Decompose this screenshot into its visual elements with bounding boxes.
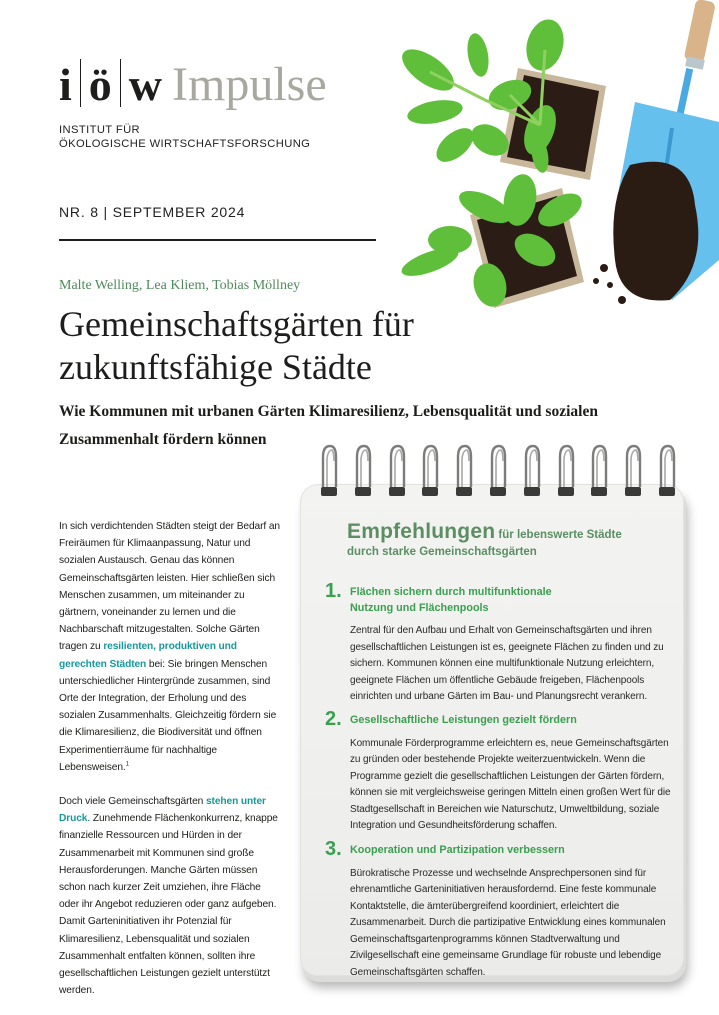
recommendation-number: 3. (325, 838, 342, 860)
recommendation-item (325, 708, 685, 835)
logo-letter-o: ö (88, 59, 112, 110)
heading-sub-1: für lebenswerte Städte (495, 529, 622, 541)
institute-line-1: INSTITUT FÜR (59, 124, 141, 136)
title-line-2: zukunftsfähige Städte (59, 347, 372, 387)
spiral-ring-icon (588, 443, 610, 498)
recommendation-number: 2. (325, 708, 342, 730)
page-title (59, 303, 414, 389)
highlight-text: stehen unter Druck (59, 796, 266, 825)
recommendation-text: Kommunale Förderprogramme erleichtern es, neue Gemeinschaftsgärten zu gründen oder bestehende Projekte weiterzuentwickeln. Wenn die Programme gezielt die gesellschaftlichen Leistungen der Gärten fördern, können sie mit vergleichsweise geringen Mitteln einen großen Wert für die Stadtgesellschaft in Bereichen wie Naturschutz, Umweltbildung, soziale Integration und Gesundheitsförderung schaffen. (350, 737, 671, 831)
highlight-text: resilienten, produktiven und gerechten Städten (59, 641, 237, 670)
spiral-ring-icon (555, 443, 577, 498)
recommendation-title: Flächen sichern durch multifunktionale Nutzung und Flächenpools (350, 586, 552, 614)
spiral-ring-icon (656, 443, 678, 498)
heading-sub-2: durch starke Gemeinschaftsgärten (347, 546, 537, 558)
spiral-ring-icon (419, 443, 441, 498)
ioew-logo (59, 58, 327, 111)
authors: Malte Welling, Lea Kliem, Tobias Möllney (59, 278, 301, 293)
recommendation-item (325, 580, 685, 706)
logo-divider (120, 59, 121, 107)
title-line-1: Gemeinschaftsgärten für (59, 304, 414, 344)
spiral-ring-icon (521, 443, 543, 498)
recommendation-title: Kooperation und Partizipation verbessern (350, 844, 565, 856)
recommendation-title: Gesellschaftliche Leistungen gezielt fördern (350, 714, 577, 726)
spiral-ring-icon (622, 443, 644, 498)
logo-divider (80, 59, 81, 107)
intro-paragraph-1: In sich verdichtenden Städten steigt der Bedarf an Freiräumen für Klimaanpassung, Natur und sozialen Austausch. Genau das können Gemeinschaftsgärten leisten. Hier schließen sich Menschen zusammen, um miteinander zu gärtnern, voneinander zu lernen und die Nachbarschaft mitzugestalten. Solche Gärten tragen zu resilienten, produktiven und gerechten Städten bei: Sie bringen Menschen unterschiedlicher Hintergründe zusammen, sind Orte der Integration, der Erholung und des sozialen Zusammenhalts. Gleichzeitig fördern sie die Klimaresilienz, die Biodiversität und öffnen Experimentierräume für nachhaltige Lebensweisen.$^1$ (59, 521, 280, 773)
spiral-ring-icon (318, 443, 340, 498)
recommendation-text: Bürokratische Prozesse und wechselnde Ansprechpersonen sind für ehrenamtliche Garteninitiativen herausfordernd. Eine feste kommunale Kontaktstelle, die ämterübergreifend koordiniert, erleichtert die Zusammenarbeit. Durch die partizipative Entwicklung eines kommunalen Gemeinschaftsgartenprogramms können Stadtverwaltung und Zivilgesellschaft eine gemeinsame Grundlage für robuste und lebendige Gemeinschaftsgärten schaffen. (350, 867, 666, 978)
series-name: Impulse (172, 58, 327, 111)
recommendation-text: Zentral für den Aufbau und Erhalt von Gemeinschaftsgärten und ihren gesellschaftlichen Leistungen ist es, geeignete Flächen zu finden und zu sichern. Kommunen können eine multifunktionale Nutzung erleichtern, geeignete Flächen um öffentliche Gebäude freigeben, Flächenpools einrichten und urbane Gärten im Bau- und Planungsrecht verankern. (350, 625, 664, 702)
logo-letter-i: i (59, 59, 72, 110)
subtitle: Wie Kommunen mit urbanen Gärten Klimaresilienz, Lebensqualität und sozialen Zusammenhalt fördern können (59, 403, 598, 448)
hero-image (390, 0, 719, 320)
spiral-ring-icon (487, 443, 509, 498)
footnote-ref[interactable]: 1 (125, 761, 129, 768)
spiral-binding (318, 443, 678, 498)
plant-pot-icon (398, 172, 587, 311)
header-separator (59, 239, 376, 241)
institute-line-2: ÖKOLOGISCHE WIRTSCHAFTSFORSCHUNG (59, 138, 311, 150)
spiral-ring-icon (386, 443, 408, 498)
trowel-icon (593, 0, 719, 304)
logo-letter-w: w (128, 59, 163, 110)
recommendation-number: 1. (325, 580, 342, 602)
plant-pot-icon (395, 15, 606, 180)
spiral-ring-icon (352, 443, 374, 498)
recommendation-item (325, 838, 685, 981)
recommendations-heading (347, 520, 677, 560)
heading-main: Empfehlungen (347, 520, 496, 543)
issue-number: NR. 8 | SEPTEMBER 2024 (59, 204, 246, 220)
institute-name (59, 123, 310, 151)
intro-paragraph-2: Doch viele Gemeinschaftsgärten stehen unter Druck. Zunehmende Flächenkonkurrenz, knappe finanzielle Ressourcen und Hürden in der Zusammenarbeit mit Kommunen sind große Herausforderungen. Manche Gärten müssen schon nach kurzer Zeit umziehen, ihre Fläche oder ihr Angebot reduzieren oder ganz aufgeben. Damit Garteninitiativen ihr Potenzial für Klimaresilienz, Lebensqualität und sozialen Zusammenhalt entfalten können, sollten ihre gesellschaftlichen Leistungen gezielt unterstützt werden. (59, 796, 278, 997)
spiral-ring-icon (453, 443, 475, 498)
intro-text-column (59, 518, 281, 1015)
